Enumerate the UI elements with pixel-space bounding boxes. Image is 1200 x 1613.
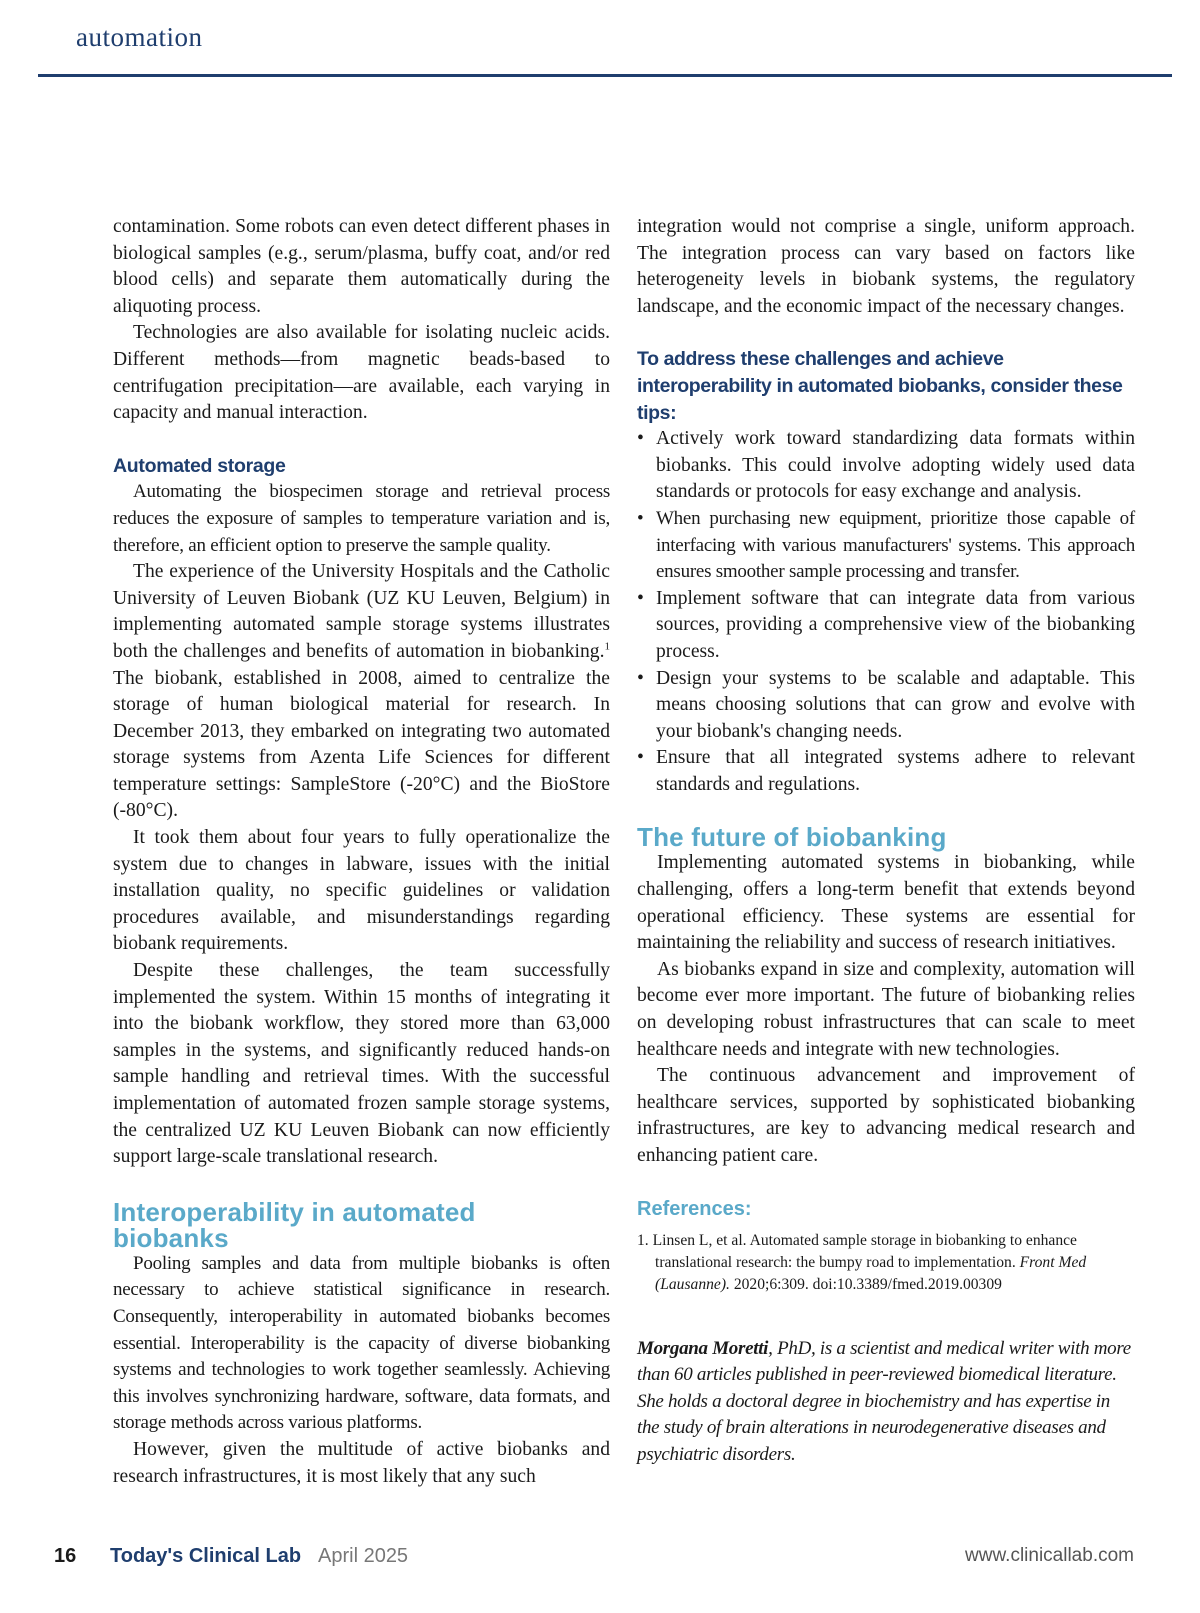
bullet-glyph: • bbox=[637, 428, 644, 450]
section-heading-future: The future of biobanking bbox=[637, 822, 947, 853]
list-item bbox=[637, 586, 1135, 666]
paragraph: contamination. Some robots can even detect different phases in biological samples (e.g., serum/plasma, buffy coat, and/or red blood cells) and separate them automatically during the aliquoting process. bbox=[113, 216, 610, 317]
paragraph: The continuous advancement and improvement of healthcare services, supported by sophisticated biobanking infrastructures, are key to advancing medical research and enhancing patient care. bbox=[637, 1065, 1135, 1166]
paragraph: Pooling samples and data from multiple biobanks is often necessary to achieve statistical significance in research. Consequently, interoperability in automated biobanks becomes essential. Interoperability is the capacity of diverse biobanking systems and technologies to work together seamlessly. Achieving this involves synchronizing hardware, software, data formats, and storage methods across various platforms. bbox=[113, 1252, 610, 1434]
list-item bbox=[637, 745, 1135, 798]
list-item-text: When purchasing new equipment, prioritize those capable of interfacing with various manufacturers' systems. This approach ensures smoother sample processing and transfer. bbox=[656, 507, 1135, 583]
heading-line: Interoperability in automated bbox=[113, 1196, 476, 1227]
paragraph-text: The biobank, established in 2008, aimed to centralize the storage of human biological material for research. In December 2013, they embarked on integrating two automated storage systems from Azenta Life Sciences for different temperature settings: SampleStore (-20°C) and the BioStore (-80°C). bbox=[113, 667, 610, 822]
reference-text: 1. Linsen L, et al. Automated sample storage in biobanking to enhance translational research: the bumpy road to implementation. bbox=[637, 1231, 1077, 1271]
reference-item bbox=[637, 1230, 1135, 1296]
references-heading: References: bbox=[637, 1197, 752, 1220]
tips-list bbox=[637, 426, 1135, 798]
header-rule bbox=[38, 74, 1172, 77]
paragraph: Implementing automated systems in biobanking, while challenging, offers a long-term benefit that extends beyond operational efficiency. These systems are essential for maintaining the reliability and success of research initiatives. bbox=[637, 852, 1135, 954]
reference-text: 2020;6:309. doi:10.3389/fmed.2019.00309 bbox=[729, 1275, 1002, 1293]
paragraph: integration would not comprise a single, uniform approach. The integration process can vary based on factors like heterogeneity levels in biobank systems, the regulatory landscape, and the economic impact of the necessary changes. bbox=[637, 216, 1135, 317]
section-heading-interoperability bbox=[113, 1196, 610, 1253]
paragraph bbox=[113, 559, 610, 825]
paragraph: However, given the multitude of active biobanks and research infrastructures, it is most likely that any such bbox=[113, 1438, 610, 1487]
author-bio-text: , PhD, is a scientist and medical writer with more than 60 articles published in peer-reviewed biomedical literature. She holds a doctoral degree in biochemistry and has expertise in the study of brain alterations in neurodegenerative diseases and psychiatric disorders. bbox=[637, 1337, 1131, 1465]
right-column bbox=[637, 214, 1135, 1469]
list-item-text: Design your systems to be scalable and adaptable. This means choosing solutions that can grow and evolve with your biobank's changing needs. bbox=[656, 667, 1135, 742]
tips-heading: To address these challenges and achieve interoperability in automated biobanks, consider these tips: bbox=[637, 348, 1123, 424]
left-column bbox=[113, 214, 610, 1490]
bullet-glyph: • bbox=[637, 747, 644, 769]
author-name: Morgana Moretti bbox=[637, 1337, 769, 1359]
author-bio bbox=[637, 1336, 1135, 1469]
list-item-text: Ensure that all integrated systems adhere to relevant standards and regulations. bbox=[656, 747, 1135, 795]
list-item-text: Actively work toward standardizing data formats within biobanks. This could involve adopting widely used data standards or protocols for easy exchange and analysis. bbox=[656, 428, 1135, 503]
subheading-automated-storage: Automated storage bbox=[113, 454, 286, 477]
paragraph: It took them about four years to fully operationalize the system due to changes in labware, issues with the initial installation quality, no specific guidelines or validation procedures available, and misunderstandings regarding biobank requirements. bbox=[113, 827, 610, 955]
website-url: www.clinicallab.com bbox=[965, 1545, 1134, 1566]
reference-marker: 1 bbox=[604, 640, 610, 653]
issue-date: April 2025 bbox=[318, 1545, 409, 1567]
heading-line: biobanks bbox=[113, 1222, 229, 1253]
page-footer bbox=[54, 1545, 1134, 1575]
paragraph: Technologies are also available for isolating nucleic acids. Different methods—from magnetic beads-based to centrifugation precipitation—are available, each varying in capacity and manual interaction. bbox=[113, 322, 610, 424]
bullet-glyph: • bbox=[637, 667, 644, 689]
magazine-title: Today's Clinical Lab bbox=[110, 1545, 302, 1567]
paragraph: Despite these challenges, the team successfully implemented the system. Within 15 months of integrating it into the biobank workflow, they stored more than 63,000 samples in the systems, and significantly reduced hands-on sample handling and retrieval times. With the successful implementation of automated frozen sample storage systems, the centralized UZ KU Leuven Biobank can now efficiently support large-scale translational research. bbox=[113, 960, 610, 1168]
paragraph: As biobanks expand in size and complexity, automation will become ever more important. The future of biobanking relies on developing robust infrastructures that can scale to meet healthcare needs and integrate with new technologies. bbox=[637, 958, 1135, 1060]
list-item-text: Implement software that can integrate data from various sources, providing a comprehensive view of the biobanking process. bbox=[656, 587, 1135, 662]
bullet-glyph: • bbox=[637, 507, 644, 529]
reference-journal: Front Med (Lausanne). bbox=[655, 1253, 1087, 1293]
paragraph: Automating the biospecimen storage and retrieval process reduces the exposure of samples to temperature variation and is, therefore, an efficient option to preserve the sample quality. bbox=[113, 481, 610, 556]
page-number: 16 bbox=[54, 1545, 77, 1567]
list-item bbox=[637, 506, 1135, 586]
list-item bbox=[637, 666, 1135, 746]
paragraph-text: The experience of the University Hospitals and the Catholic University of Leuven Biobank (UZ KU Leuven, Belgium) in implementing automated sample storage systems illustrates both the challenges and benefits of automation in biobanking. bbox=[113, 561, 610, 662]
bullet-glyph: • bbox=[637, 587, 644, 609]
list-item bbox=[637, 426, 1135, 506]
section-label: automation bbox=[76, 22, 203, 52]
